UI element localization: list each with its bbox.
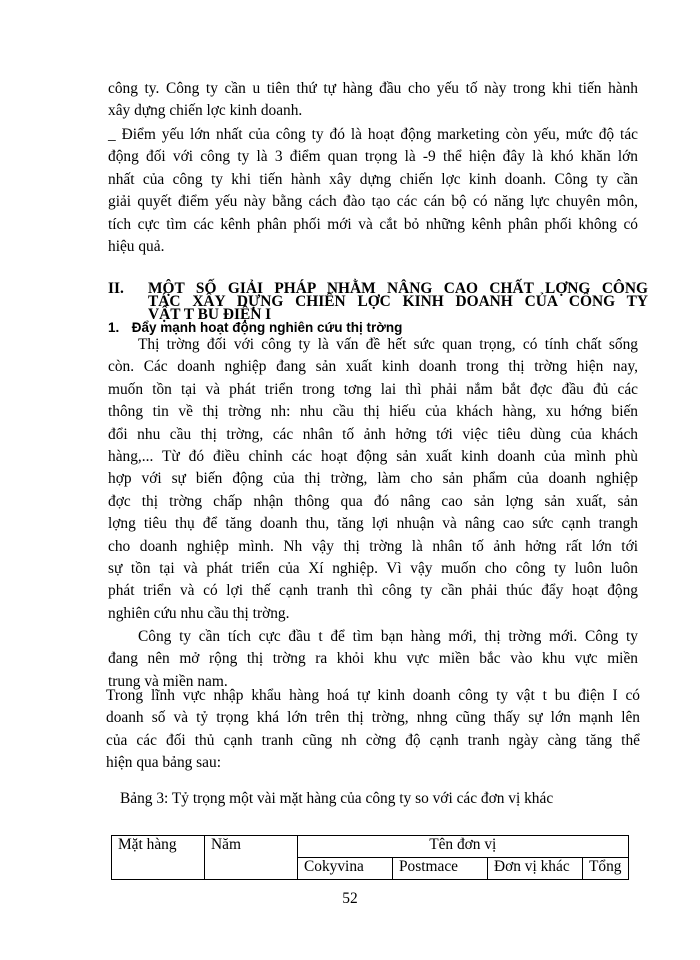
header-cokyvina: Cokyvina xyxy=(298,858,393,880)
text-line: hiện qua bảng sau: xyxy=(106,754,221,772)
table-header-row xyxy=(112,836,629,858)
text-line: phát triển và có lợi thế cạnh tranh thì công ty cần phải thúc đẩy hoạt động xyxy=(108,582,638,600)
text-line: muốn tồn tại và phát triển trong tơng lai thì phải nắm bắt đợc đầu đủ các xyxy=(108,380,638,398)
text-line: Trong lĩnh vực nhập khẩu hàng hoá tự kinh doanh công ty vật t bu điện I có xyxy=(106,687,640,704)
header-year: Năm xyxy=(205,836,298,880)
text-line: doanh số và tỷ trọng khá lớn trên thị trờng, nhng cũng thấy sự lớn mạnh lên xyxy=(106,709,640,727)
paragraph-weakness xyxy=(108,124,638,258)
text-line: xây dựng chiến lợc kinh doanh. xyxy=(108,102,303,120)
section-title-line: MỘT SỐ GIẢI PHÁP NHẰM NÂNG CAO CHẤT LỢNG CÔNG xyxy=(148,280,648,297)
text-line: hiệu quả. xyxy=(108,238,165,256)
paragraph-import xyxy=(106,685,640,775)
section-title-line: VẬT T BU ĐIỆN I xyxy=(148,306,272,323)
section-number: II. xyxy=(108,280,124,297)
text-line: giải quyết điểm yếu này bằng cách đào tạo các cán bộ có năng lực chuyên môn, xyxy=(108,193,638,211)
paragraph-invest xyxy=(108,626,638,693)
text-line: cho doanh nghiệp mình. Nh vậy thị trờng là nhân tố ảnh hởng rất lớn tới xyxy=(108,537,638,555)
section-title-line: TÁC XÂY DỰNG CHIẾN LỢC KINH DOANH CỦA CÔNG TY xyxy=(148,293,648,310)
text-line: còn. Các doanh nghiệp đang sản xuất kinh doanh trong thị trờng hiện nay, xyxy=(108,358,638,376)
header-item: Mặt hàng xyxy=(112,836,205,880)
table-caption: Bảng 3: Tỷ trọng một vài mặt hàng của công ty so với các đơn vị khác xyxy=(120,790,554,807)
text-line: lợng tiêu thụ để tăng doanh thu, tăng lợi nhuận và nâng cao sức cạnh trangh xyxy=(108,515,638,533)
header-other-units: Đơn vị khác xyxy=(488,858,583,880)
page-number: 52 xyxy=(342,890,358,907)
header-total: Tổng xyxy=(583,858,629,880)
paragraph-continuation xyxy=(108,78,638,123)
subsection-title: Đẩy mạnh hoạt động nghiên cứu thị trờng xyxy=(131,320,403,335)
text-line: _ Điểm yếu lớn nhất của công ty đó là hoạt động marketing còn yếu, mức độ tác xyxy=(108,126,638,143)
section-heading xyxy=(108,282,648,322)
text-line: hàng,... Từ đó điều chỉnh các hoạt động sản xuất kinh doanh của mình phù xyxy=(108,448,638,466)
text-line: hợp với sự biến động của thị trờng, làm cho sản phẩm của doanh nghiệp xyxy=(108,470,638,488)
text-line: thông tin về thị trờng nh: nhu cầu thị hiếu của khách hàng, xu hớng biến xyxy=(108,403,638,421)
text-line: động đối với công ty là 3 điểm quan trọng là -9 thể hiện đây là khó khăn lớn xyxy=(108,148,638,166)
market-share-table xyxy=(111,835,629,880)
subsection-number: 1. xyxy=(108,320,120,335)
text-line: nhất của công ty khi tiến hành xây dựng chiến lợc kinh doanh. Công ty cần xyxy=(108,170,638,188)
header-units: Tên đơn vị xyxy=(298,836,629,858)
text-line: Thị trờng đối với công ty là vấn đề hết sức quan trọng, có tính chất sống xyxy=(138,336,638,353)
text-line: tích cực tìm các kênh phân phối mới và cắt bỏ những kênh phân phối không có xyxy=(108,215,638,233)
text-line: đợc thị trờng chấp nhận thông qua đó nâng cao sản lợng sản xuất, sản xyxy=(108,492,638,510)
text-line: đang nên mở rộng thị trờng ra khỏi khu vực miền bắc vào khu vực miền xyxy=(108,650,638,668)
header-postmace: Postmace xyxy=(393,858,488,880)
text-line: nghiên cứu nhu cầu thị trờng. xyxy=(108,604,290,622)
text-line: của các đối thủ cạnh tranh cũng nh cờng độ cạnh tranh ngày càng tăng thể xyxy=(106,731,640,749)
paragraph-market xyxy=(108,334,638,625)
text-line: trung và miền nam. xyxy=(108,672,228,690)
text-line: sự tồn tại và phát triển của Xí nghiệp. Vì vậy muốn cho công ty luôn luôn xyxy=(108,560,638,578)
text-line: công ty. Công ty cần u tiên thứ tự hàng đầu cho yếu tố này trong khi tiến hành xyxy=(108,80,638,97)
text-line: đổi nhu cầu thị trờng, các nhân tố ảnh hởng tới việc tiêu dùng của khách xyxy=(108,425,638,443)
text-line: Công ty cần tích cực đầu t để tìm bạn hàng mới, thị trờng mới. Công ty xyxy=(138,628,638,645)
subsection-heading xyxy=(108,320,402,335)
